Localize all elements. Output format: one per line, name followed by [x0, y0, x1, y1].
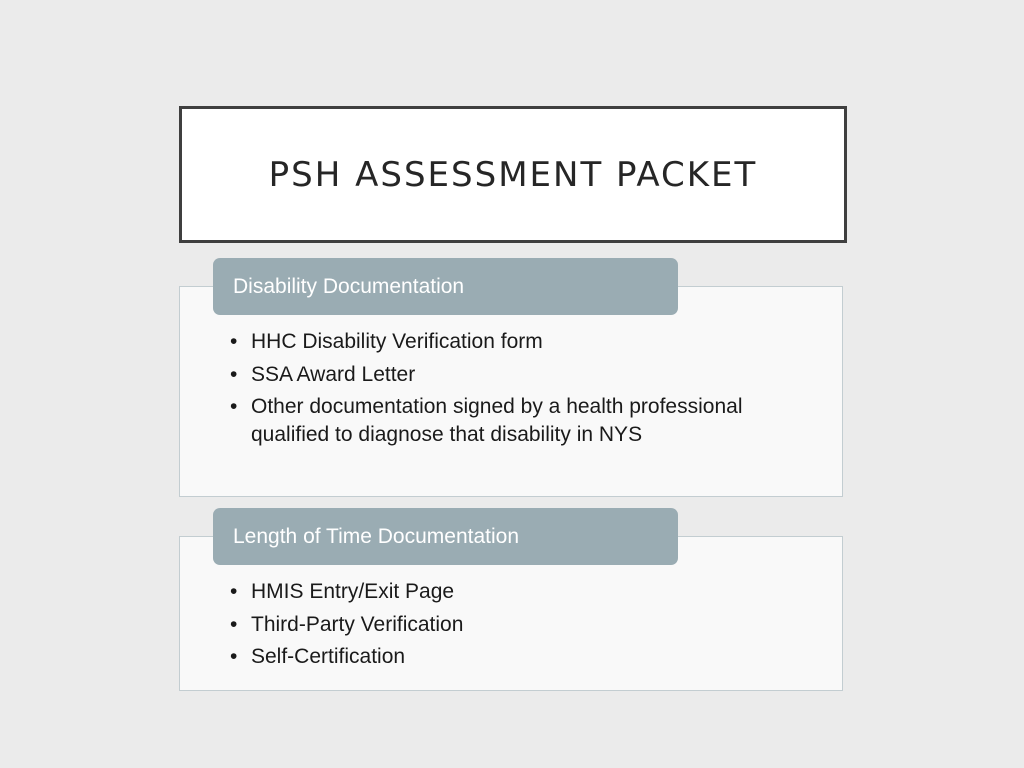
section-heading-length-of-time: Length of Time Documentation: [213, 508, 678, 565]
list-item: • Self-Certification: [228, 643, 803, 671]
bullet-list-length-of-time: [228, 578, 803, 676]
list-item: • Other documentation signed by a health professional qualified to diagnose that disability in NYS: [228, 393, 803, 449]
page-title: PSH ASSESSMENT PACKET: [268, 154, 758, 195]
section-heading-disability: Disability Documentation: [213, 258, 678, 315]
title-box: [179, 106, 847, 243]
list-item: • HHC Disability Verification form: [228, 328, 803, 356]
list-item: • Third-Party Verification: [228, 611, 803, 639]
bullet-list-disability: [228, 328, 803, 454]
list-item: • HMIS Entry/Exit Page: [228, 578, 803, 606]
list-item: • SSA Award Letter: [228, 361, 803, 389]
